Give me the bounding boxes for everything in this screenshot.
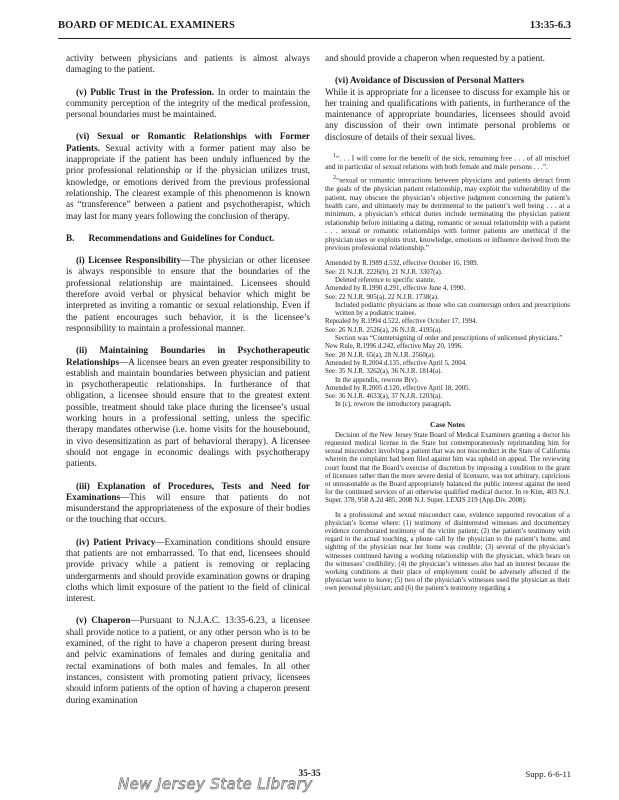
history-line: In (c), rewrote the introductory paragraph. [335,401,452,409]
history-line: Repealed by R.1994 d.522, effective October 17, 1994. [325,318,478,326]
history-line: In the appendix, rewrote B(v). [335,376,419,384]
footnote-mark: 2 [333,175,337,182]
paragraph-heading: (iii) Explanation of Procedures, Tests and Need for Examinations [66,480,310,502]
paragraph-patient-privacy [66,537,310,605]
history-line: See: 36 N.J.R. 4633(a), 37 N.J.R. 1203(a). [325,393,443,401]
paragraph-public-trust [66,87,310,121]
paragraph-personal-matters [325,75,570,143]
section-heading [66,233,310,244]
section-heading-number: B. [66,232,75,243]
paragraph-body: —Examination conditions should ensure that patients are not embarrassed. To that end, licensees should provide privacy while a patient is removing or replacing undergarments and should provide examination gowns or draping cloths which limit exposure of the patient to the field of clinical interest. [66,536,310,604]
paragraph-explanation-procedures [66,481,310,526]
footnote-2 [325,174,570,252]
history-line: Deleted reference to specific statute. [335,276,436,284]
page-number: 35-35 [298,769,321,779]
case-notes [325,432,570,594]
footnote-1 [325,152,570,171]
section-heading-title: Recommendations and Guidelines for Conduct. [88,232,275,243]
history-line: Amended by R.2004 d.135, effective April 5, 2004. [325,359,467,367]
history-line: See: 28 N.J.R. 65(a), 28 N.J.R. 2560(a). [325,351,436,359]
paragraph-heading: (ii) Maintaining Boundaries in Psychotherapeutic Relationships [66,345,310,367]
history-line: See: 35 N.J.R. 3262(a), 36 N.J.R. 1814(a). [325,368,443,376]
right-body-text [325,53,570,143]
paragraph-body: Sexual activity with a former patient may also be inappropriate if the patient has been unduly influenced by the prior professional relationship or if the physician utilizes trust, knowledge, or emotions derived from the previous professional relationship. The clearest example of this phenomenon is known as “transference” between a patient and psychotherapist, which may last for many years following the conclusion of therapy. [66,142,310,221]
footnote-text: “sexual or romantic interactions between physicians and patients detract from the goals of the physician patient relationship, may exploit the vulnerability of the patient, may obscure the physician’s objective judgment concerning the patient’s health care, and ultimately may be detrimental to the patient’s well being . . . at a minimum, a physician’s ethical duties include terminating the physician patient relationship before initiating a dating, romantic or sexual relationship with a patient . . . sexual or romantic relationships with former patients are unethical if the physician uses or exploits trust, knowledge, emotions or influence derived from the previous professional relationship.” [325,175,570,252]
case-note: Decision of the New Jersey State Board of Medical Examiners granting a doctor his requested medical license in the State but contemporaneously reprimanding him for sexual misconduct involving a patient that was not misconduct in the State of California wherein the complaint had been filed against him was upheld on appeal. The reviewing court found that the Board’s exercise of discretion by imposing a condition to the grant of licensure rather than the more severe denial of licensure, was not arbitrary, capricious or unreasonable as the Board appropriately balanced the public interest against the need for the continued services of an otherwise qualified medical doctor. In re Kim, 403 N.J. Super. 378, 958 A.2d 485, 2008 N.J. Super. LEXIS 219 (App.Div. 2008). [325,431,570,505]
paragraph-chaperon [66,615,310,705]
paragraph-licensee-responsibility [66,255,310,334]
paragraph-body: —This will ensure that patients do not misunderstand the appropriateness of the exposure of their bodies or the touching that occurs. [66,491,310,525]
history-line: Section was “Countersigning of order and prescriptions of unlicensed physicians.” [335,335,563,343]
page-header [58,0,571,41]
paragraph-heading: (vi) Sexual or Romantic Relationships with Former Patients. [66,131,310,153]
paragraph-body: —Pursuant to N.J.A.C. 13:35-6.23, a licensee shall provide notice to a patient, or any other person who is to be examined, of the right to have a chaperon present during breast and pelvic examinations of females and during genitalia and rectal examinations of both males and females. In all other instances, consistent with promoting patient privacy, licensees should inform patients of the option of having a chaperon present during examination [66,615,310,705]
paragraph-continuation: activity between physicians and patients is almost always damaging to the patient. [66,53,310,75]
history-line: See: 21 N.J.R. 2226(b), 21 N.J.R. 3307(a). [325,268,443,276]
paragraph-heading: (v) Public Trust in the Profession. [76,86,215,97]
history-line: Amended by R.2005 d.120, effective April 18, 2005. [325,384,471,392]
supplement-date: Supp. 6-6-11 [525,769,571,779]
paragraph-body: In order to maintain the community perception of the integrity of the medical profession, personal boundaries must be maintained. [66,86,311,120]
left-column [66,53,310,706]
footnote-mark: 1 [333,153,337,160]
footnotes [325,152,570,252]
paragraph-body: —The physician or other licensee is always responsible to ensure that the boundaries of the professional relationship are maintained. Licensees should therefore avoid verbal or physical behavior which might be interpreted as inviting a romantic or sexual relationship. Even if the patient encourages such behavior, it is the licensee’s responsibility to maintain a professional manner. [66,255,310,333]
header-rule [58,38,571,39]
footnote-text: “. . . I will come for the benefit of the sick, remaining free . . . of all mischief and in particular of sexual relations with both female and male persons . . .”. [325,153,570,171]
paragraph-body: While it is appropriate for a licensee to discuss for example his or her training and qualifications with patients, in furtherance of the maintenance of appropriate boundaries, licensees should avoid any discussion of their own intimate personal problems or disclosure of details of their sexual lives. [325,86,570,142]
library-watermark: New Jersey State Library [118,775,313,793]
paragraph-psychotherapeutic-boundaries [66,345,310,469]
right-column [325,53,570,600]
case-note: In a professional and sexual misconduct case, evidence supported revocation of a physician’s license where: (1) testimony of disinterested witnesses and documentary evidence corroborated testimony of the victim patient; (2) the patient’s testimony with regard to the actual touching, a phone call by the physician to the patient’s home, and sighting of the physician near her home was credible; (3) several of the physician’s witnesses continued having a working relationship with the physician, which bears on the witnesses’ credibility; (4) the physician’s witnesses also had an interest because the working conditions at their place of employment could be adversely affected if the physician were to leave; (5) two of the physician’s witnesses used the physician as their own personal physician; and (6) the patient’s testimony regarding a [325,511,570,593]
paragraph-former-patients [66,131,310,221]
history-line: See: 22 N.J.R. 905(a), 22 N.J.R. 1738(a). [325,293,439,301]
history-line: Included podiatric physicians as those who can countersign orders and prescriptions written by a podiatric trainee. [335,301,570,318]
paragraph-continuation: and should provide a chaperon when requested by a patient. [325,53,545,63]
paragraph-heading: (vi) Avoidance of Discussion of Personal Matters [335,75,525,86]
history-line: New Rule, R.1996 d.242, effective May 20, 1996. [325,343,463,351]
history-line: See: 26 N.J.R. 2526(a), 26 N.J.R. 4195(a). [325,326,443,334]
history-line: Amended by R.1990 d.291, effective June 4, 1990. [325,285,466,293]
case-notes-heading: Case Notes [430,419,465,429]
paragraph-heading: (v) Chaperon [76,615,131,626]
section-number: 13:35-6.3 [529,20,571,31]
paragraph-heading: (iv) Patient Privacy [76,536,156,547]
paragraph-body: —A licensee bears an even greater responsibility to establish and maintain boundaries between physician and patient in psychotherapeutic relationships. In furtherance of that obligation, a licensee should ensure that to the greatest extent possible, treatment should take place during the licensee’s usual working hours in a professional setting, unless the specific therapy mandates otherwise (i.e. home visits for the housebound, in vivo desensitization as part of behavioral therapy). A licensee should not engage in economic dealings with psychotherapy patients. [66,356,310,469]
running-title: BOARD OF MEDICAL EXAMINERS [58,20,235,31]
paragraph-heading: (i) Licensee Responsibility [76,255,182,266]
history-notes [325,260,570,409]
history-line: Amended by R.1989 d.532, effective October 16, 1989. [325,260,479,268]
